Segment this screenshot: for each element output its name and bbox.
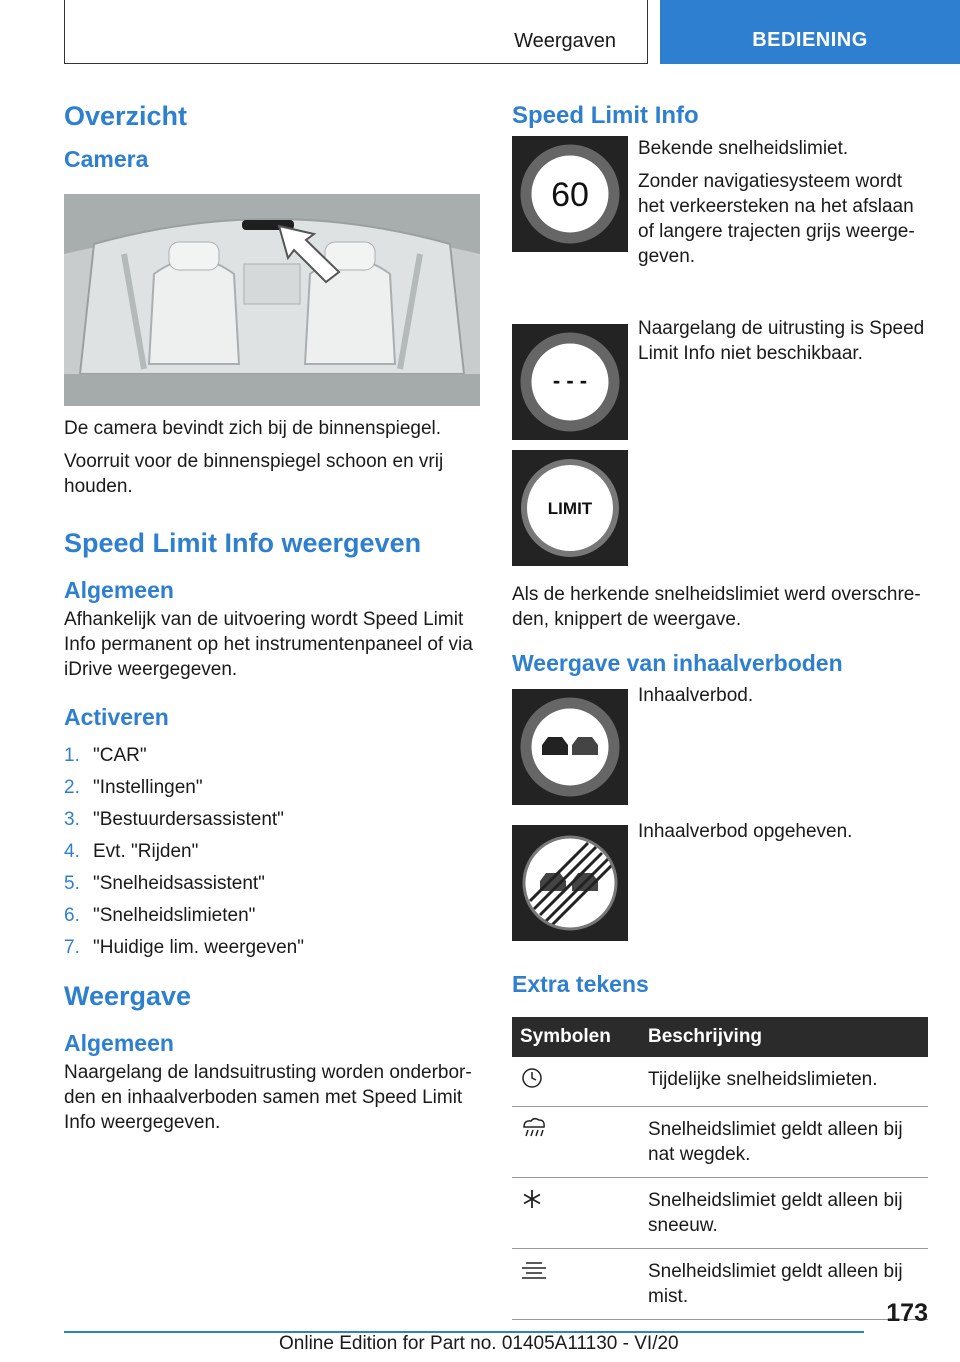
camera-clean-text: Voorruit voor de binnenspiegel schoon en vrij houden.: [64, 450, 444, 497]
header-chapter-tab[interactable]: BEDIENING: [660, 0, 960, 64]
known-limit-text: Bekende snelheidslimiet.: [638, 137, 849, 159]
sign-60-description: [638, 136, 930, 269]
step-text: "Bestuurdersassistent": [93, 808, 284, 830]
list-item: [64, 772, 480, 804]
end-overtaking-text: Inhaalverbod opgeheven.: [638, 821, 853, 843]
snowflake-icon: [520, 1188, 546, 1210]
list-item: [64, 740, 480, 772]
speed-limit-unknown-sign: [512, 324, 628, 440]
footer-edition-text: Online Edition for Part no. 01405A11130 - VI/20: [279, 1333, 679, 1354]
list-item: [64, 836, 480, 868]
list-item: [64, 900, 480, 932]
step-text: "Snelheidslimieten": [93, 904, 256, 926]
sign-row-dash: [512, 317, 928, 440]
left-column: [64, 100, 480, 1135]
fog-icon: [520, 1259, 548, 1281]
speed-limit-60-sign: [512, 136, 628, 252]
row-desc: Snelheidslimiet geldt alleen bij mist.: [640, 1248, 928, 1319]
table-row: [512, 1106, 928, 1177]
heading-general-2: Algemeen: [64, 1029, 174, 1056]
speed-limit-exceeded-sign: [512, 450, 628, 566]
rain-icon: [520, 1117, 548, 1139]
clock-icon: [520, 1067, 546, 1089]
step-number: 3.: [64, 808, 80, 830]
page-number: 173: [886, 1299, 928, 1327]
heading-general-1: Algemeen: [64, 577, 174, 604]
column-description: Beschrijving: [640, 1017, 928, 1057]
step-number: 5.: [64, 872, 80, 894]
step-text: "Instellingen": [93, 776, 203, 798]
camera-interior-image: [64, 194, 480, 406]
heading-show-speed-limit: Speed Limit Info weergeven: [64, 527, 422, 558]
row-desc: Snelheidslimiet geldt alleen bij sneeuw.: [640, 1177, 928, 1248]
list-item: [64, 804, 480, 836]
sign-dash-description: [638, 316, 930, 366]
table-row: [512, 1248, 928, 1319]
header-section-title: Weergaven: [514, 30, 616, 52]
table-row: [512, 1057, 928, 1107]
sign-60-text: 60: [551, 175, 589, 214]
heading-speed-limit-info: Speed Limit Info: [512, 102, 699, 129]
row-desc: Snelheidslimiet geldt alleen bij nat wegdek.: [640, 1106, 928, 1177]
not-available-text: Naargelang de uitrusting is Speed Limit Info niet beschikbaar.: [638, 317, 925, 364]
table-row: [512, 1177, 928, 1248]
step-number: 2.: [64, 776, 80, 798]
general-2-text: Naargelang de landsuitrusting worden onderbor-den en inhaalverboden samen met Speed Limit Info weergegeven.: [64, 1061, 472, 1133]
exceeded-text: Als de herkende snelheidslimiet werd overschre-den, knippert de weergave.: [512, 583, 921, 630]
step-number: 1.: [64, 744, 80, 766]
sign-row-60: [512, 136, 928, 286]
step-text: "CAR": [93, 744, 147, 766]
heading-overtaking: Weergave van inhaalverboden: [512, 649, 843, 676]
heading-display: Weergave: [64, 980, 192, 1011]
sign-row-no-overtaking: [512, 685, 928, 805]
list-item: [64, 868, 480, 900]
end-no-overtaking-sign: [512, 825, 628, 941]
step-number: 7.: [64, 936, 80, 958]
heading-activate: Activeren: [64, 703, 169, 730]
general-1-text: Afhankelijk van de uitvoering wordt Speed Limit Info permanent op het instrumentenpaneel of via iDrive weergegeven.: [64, 608, 473, 680]
step-number: 4.: [64, 840, 80, 862]
no-overtaking-text: Inhaalverbod.: [638, 685, 754, 707]
table-header-row: [512, 1017, 928, 1057]
list-item: [64, 932, 480, 964]
row-desc: Tijdelijke snelheidslimieten.: [640, 1057, 928, 1107]
no-overtaking-sign: [512, 689, 628, 805]
right-column: [512, 100, 928, 1320]
without-nav-text: Zonder navigatiesysteem wordt het verkeersteken na het afslaan of langere trajecten grijs weerge-geven.: [638, 170, 915, 267]
camera-location-text: De camera bevindt zich bij de binnenspiegel.: [64, 417, 442, 439]
step-text: "Huidige lim. weergeven": [93, 936, 304, 958]
heading-camera: Camera: [64, 146, 149, 173]
heading-overview: Overzicht: [64, 101, 188, 131]
step-number: 6.: [64, 904, 80, 926]
sign-dash-text: - - -: [552, 367, 588, 393]
no-overtaking-description: [638, 683, 930, 708]
end-overtaking-description: [638, 819, 930, 844]
column-symbols: Symbolen: [512, 1017, 640, 1057]
heading-extra-signs: Extra tekens: [512, 971, 649, 998]
step-text: "Snelheidsassistent": [93, 872, 265, 894]
step-text: Evt. "Rijden": [93, 840, 199, 862]
sign-row-limit: [512, 450, 928, 566]
sign-limit-text: LIMIT: [547, 498, 593, 518]
extra-signs-table: [512, 1017, 928, 1320]
sign-row-end-overtaking: [512, 821, 928, 941]
activation-steps: [64, 740, 480, 964]
